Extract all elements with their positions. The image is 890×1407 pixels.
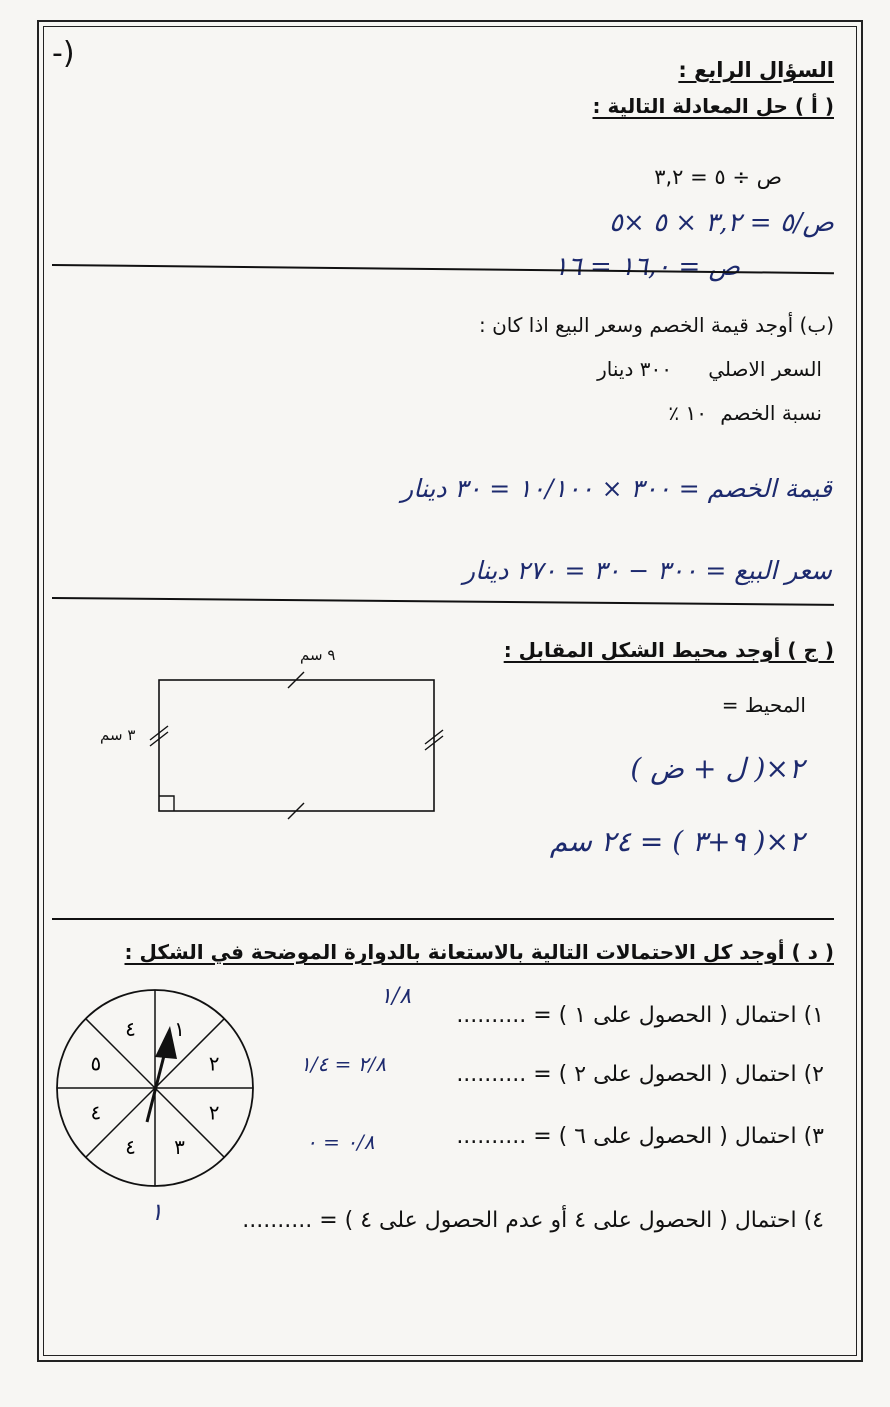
corner-mark: -) bbox=[52, 36, 75, 71]
divider-c-d bbox=[52, 918, 834, 920]
prob-item-1: ١) احتمال ( الحصول على ١ ) = .......... bbox=[456, 1003, 824, 1028]
perimeter-label: المحيط = bbox=[721, 693, 806, 717]
original-price-value: ٣٠٠ دينار bbox=[597, 357, 672, 381]
part-c-heading: ( ج ) أوجد محيط الشكل المقابل : bbox=[503, 638, 834, 662]
part-c-answer-line1: ٢×( ل + ض ) bbox=[630, 752, 804, 785]
prob-answer-3: ٠/٨ = ٠ bbox=[306, 1130, 375, 1154]
prob-item-3: ٣) احتمال ( الحصول على ٦ ) = .......... bbox=[456, 1124, 824, 1149]
part-a-answer-line2: ص = ١٦,٠ = ١٦ bbox=[553, 252, 740, 282]
part-b-answer-line1: قيمة الخصم = ٣٠٠ × ١٠/١٠٠ = ٣٠ دينار bbox=[401, 474, 832, 503]
part-a-answer-line1: ص/٥ = ٣,٢ × ٥ ×٥ bbox=[608, 208, 834, 238]
spinner-label: ٢ bbox=[208, 1100, 220, 1125]
part-c-answer-line2: ٢×( ٩+٣ ) = ٢٤ سم bbox=[549, 825, 804, 858]
rect-length-label: ٩ سم bbox=[300, 646, 336, 664]
spinner-label: ٤ bbox=[90, 1100, 102, 1125]
prob-item-4: ٤) احتمال ( الحصول على ٤ أو عدم الحصول على ٤ ) = .......... bbox=[242, 1208, 824, 1233]
spinner-label: ١ bbox=[174, 1016, 185, 1041]
spinner-arrow bbox=[147, 1026, 177, 1122]
part-b-answer-line2: سعر البيع = ٣٠٠ − ٣٠ = ٢٧٠ دينار bbox=[463, 556, 832, 585]
discount-value: ١٠ ٪ bbox=[668, 401, 707, 425]
original-price-label: السعر الاصلي bbox=[708, 357, 822, 381]
rect-width-label: ٣ سم bbox=[100, 726, 136, 744]
prob-answer-1: ١/٨ bbox=[380, 984, 412, 1009]
prob-answer-2: ٢/٨ = ١/٤ bbox=[300, 1052, 386, 1076]
part-d-heading: ( د ) أوجد كل الاحتمالات التالية بالاستعانة بالدوارة الموضحة في الشكل : bbox=[124, 940, 834, 964]
spinner-label: ٥ bbox=[90, 1051, 102, 1076]
part-a-equation: ص ÷ ٥ = ٣,٢ bbox=[654, 165, 782, 189]
right-angle-mark bbox=[159, 796, 174, 811]
spinner-label: ٤ bbox=[125, 1135, 136, 1160]
discount-label: نسبة الخصم bbox=[720, 401, 822, 425]
question-title: السؤال الرابع : bbox=[678, 58, 834, 82]
spinner-label: ٢ bbox=[208, 1051, 220, 1076]
prob-answer-4: ١ bbox=[150, 1198, 163, 1226]
prob-item-2: ٢) احتمال ( الحصول على ٢ ) = .......... bbox=[456, 1062, 824, 1087]
part-a-heading: ( أ ) حل المعادلة التالية : bbox=[592, 94, 834, 118]
spinner-figure bbox=[55, 982, 255, 1198]
spinner-label: ٤ bbox=[125, 1016, 136, 1041]
part-b-heading: (ب) أوجد قيمة الخصم وسعر البيع اذا كان : bbox=[479, 313, 834, 337]
spinner-label: ٣ bbox=[174, 1135, 185, 1160]
rectangle-shape bbox=[159, 680, 434, 811]
